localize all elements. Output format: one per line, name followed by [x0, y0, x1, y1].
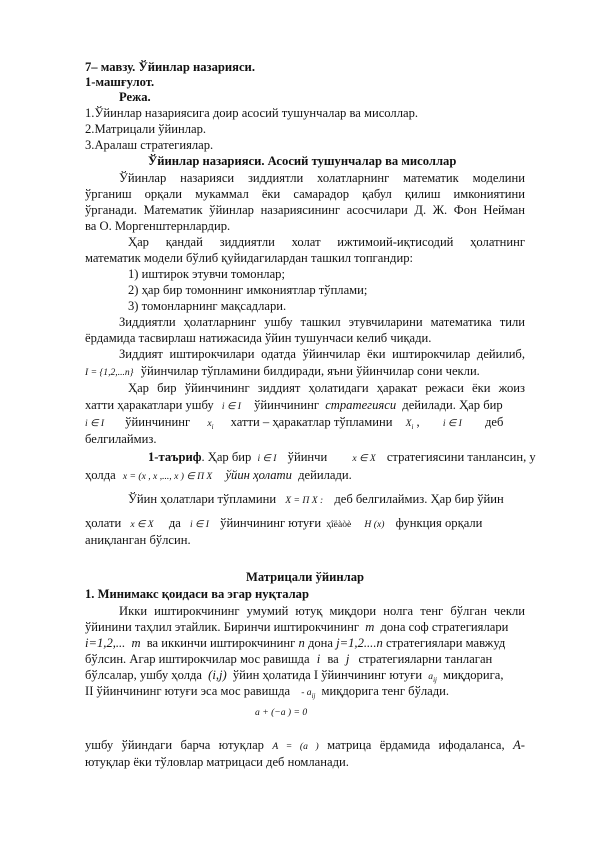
neg-payoff: - $a_{ij}$	[301, 687, 316, 700]
m-l4-b: ва	[327, 652, 339, 666]
game-state-formula: x = (x , x ,..., x ) ∈ Π X	[122, 471, 213, 482]
def-l4-formula-2: i ∈ I	[189, 519, 209, 530]
intro-p4-line1: Зиддият иштирокчилари одатда ўйинчилар ёки иштирокчилар дейилиб,	[119, 347, 525, 361]
neg-a-symbol: - a	[301, 687, 312, 698]
m-l3-j: j=1,2....n	[336, 636, 383, 650]
matrix-section-subtitle: 1. Минимакс қоидаси ва эгар нуқталар	[85, 587, 309, 601]
m-l4-j: j	[345, 652, 350, 666]
m-l3-d: стратегиялари мавжуд	[385, 636, 506, 650]
component-item-3: 3) томонларнинг мақсадлари.	[128, 299, 287, 313]
matrix-section-title: Матрицали ўйинлар	[245, 570, 365, 584]
intro-p1-line4: ва О. Моргенштернлардир.	[85, 219, 231, 233]
m-l2-m: m	[365, 620, 375, 634]
m-l7-A: A	[513, 738, 521, 752]
lesson-label: 1-машғулот.	[85, 75, 155, 89]
intro-p5-line3: i ∈ I ўйинчининг $x_i$ хатти – ҳаракатлар тўпламини $X_i$ , i ∈ I деб	[85, 415, 504, 431]
def-l4-c: ўйинчининг ютуғи	[220, 516, 322, 530]
game-state-term: ўйин ҳолати	[225, 468, 292, 482]
m-l3-n: n	[298, 636, 305, 650]
p5-l3-formula-4: i ∈ I	[442, 418, 462, 429]
intro-p5-line4: белгилаймиз.	[85, 432, 157, 446]
matrix-line3	[85, 636, 525, 651]
plan-item-2: 2.Матрицали ўйинлар.	[85, 122, 207, 136]
definition-label: 1-таъриф	[148, 450, 202, 464]
def-l2-a: ҳолда	[85, 468, 116, 482]
def-l4-d: функция орқали	[395, 516, 483, 530]
p5-l2-c: дейилади. Ҳар бир	[402, 398, 503, 412]
m-l3-c: дона	[307, 636, 333, 650]
def-l1-formula-1: i ∈ I	[257, 453, 277, 464]
plan-item-1: 1.Ўйинлар назариясига доир асосий тушунчалар ва мисоллар.	[85, 106, 419, 120]
p5-l3-formula-2: $x_i$	[207, 418, 214, 431]
m-l4-c: стратегияларни танлаган	[358, 652, 493, 666]
def-l1-b: ўйинчи	[287, 450, 328, 464]
matrix-line2	[85, 620, 525, 635]
definition-line5: аниқланган бўлсин.	[85, 533, 191, 547]
p5-l2-b: ўйинчининг	[254, 398, 320, 412]
topic-heading: 7– мавзу. Ўйинлар назарияси.	[85, 60, 255, 74]
a-symbol: a	[428, 671, 434, 682]
def-l4-formula-1: x ∈ X	[130, 519, 154, 530]
definition-line1	[148, 450, 588, 466]
m-l6-b: миқдорига тенг бўлади.	[321, 684, 450, 698]
m-l3-b: ва иккинчи иштирокчининг	[146, 636, 296, 650]
definition-line3	[128, 492, 568, 508]
m-l3-m: m	[131, 636, 141, 650]
garbled-text: ҳîëàòè	[326, 519, 352, 530]
m-l2-b: дона соф стратегиялари	[380, 620, 509, 634]
component-item-1: 1) иштирок этувчи томонлар;	[128, 267, 285, 281]
zero-sum-formula-text: a + (−a ) = 0	[255, 707, 308, 718]
p5-l3-a: ўйинчининг	[125, 415, 191, 429]
intro-p1-line1: Ўйинлар назарияси зиддиятли холатларнинг математик моделини	[119, 171, 525, 185]
definition-line4	[85, 516, 525, 532]
m-l4-a: бўлсин. Агар иштирокчилар мос равишда	[85, 652, 310, 666]
payoff-aij: $a_{ij}$	[428, 671, 437, 684]
matrix-line8: ютуқлар ёки тўловлар матрицаси деб номланади.	[85, 755, 349, 769]
player-index-formula: i ∈ I	[221, 401, 241, 412]
m-l3-a: i=1,2,...	[85, 636, 126, 650]
def-l4-b: да	[168, 516, 181, 530]
x-symbol: x	[207, 418, 212, 429]
def-l1-formula-2: x ∈ X	[352, 453, 376, 464]
m-l7-c: -	[520, 738, 525, 752]
def-l2-b: дейилади.	[298, 468, 352, 482]
m-l6-a: II ўйинчининг ютуғи эса мос равишда	[85, 684, 291, 698]
definition-line2	[85, 468, 525, 484]
payoff-function-formula: H (x)	[364, 519, 385, 530]
X-symbol: X	[405, 418, 412, 429]
m-l5-b: ўйин ҳолатида I ўйинчининг ютуғи	[232, 668, 423, 682]
matrix-line6	[85, 684, 525, 704]
def-l3-a: Ўйин ҳолатлари тўпламини	[128, 492, 277, 506]
m-l5-c: миқдорига,	[443, 668, 504, 682]
m-l5-ij: (i,j)	[208, 668, 227, 682]
intro-p4-line2	[85, 364, 525, 380]
p5-l2-a: хатти ҳаракатлари ушбу	[85, 398, 214, 412]
intro-p5-line1: Ҳар бир ўйинчининг зиддият ҳолатидаги ҳаракат режаси ёки жоиз	[128, 381, 525, 395]
def-l4-a: ҳолати	[85, 516, 122, 530]
players-set-formula: I = {1,2,...n}	[85, 367, 134, 378]
intro-p2-line2: математик модели бўлиб қуйидагилардан ташкил топгандир:	[85, 251, 413, 265]
intro-p3-line2: ёрдамида тасвирлаш натижасида ўйин тушунчаси келиб чиқади.	[85, 331, 432, 345]
section-title: Ўйинлар назарияси. Асосий тушунчалар ва мисоллар	[148, 154, 457, 168]
m-l7-b: матрица ёрдамида ифодаланса,	[327, 738, 505, 752]
m-l4-i: i	[316, 652, 321, 666]
intro-p3-line1: Зиддиятли ҳолатларнинг ушбу ташкил этувчиларини математика тили	[119, 315, 525, 329]
def-l1-a: . Ҳар бир	[201, 450, 252, 464]
payoff-matrix-formula: A = (a )	[272, 741, 319, 752]
states-set-formula: X = Π X :	[285, 495, 324, 506]
intro-p1-line3: ўрганади. Математик ўйинлар назариясининг асосчилари Д. Ж. Фон Нейман	[85, 203, 525, 217]
m-l2-a: ўйинини таҳлил этайлик. Биринчи иштирокчининг	[85, 620, 360, 634]
intro-p5-line2	[85, 398, 525, 414]
matrix-line4	[85, 652, 525, 667]
p5-l3-c: деб	[484, 415, 504, 429]
p5-l3-formula-3: $X_i$	[405, 418, 414, 431]
intro-p4-line2-text: ўйинчилар тўпламини билдиради, яъни ўйинчилар сони чекли.	[140, 364, 480, 378]
def-l1-c: стратегиясини танлансин, у	[386, 450, 536, 464]
p5-l3-b: хатти – ҳаракатлар тўпламини	[230, 415, 393, 429]
matrix-line1: Икки иштирокчининг умумий ютуқ миқдори нолга тенг бўлган чекли	[119, 604, 525, 618]
m-l5-a: бўлсалар, ушбу ҳолда	[85, 668, 202, 682]
intro-p1-line2: ўрганиш орқали мукаммал ёки самарадор қабул қилиш имкониятини	[85, 187, 525, 201]
zero-sum-formula	[255, 704, 455, 720]
p5-l3-formula-1: i ∈ I	[85, 418, 105, 429]
m-l7-A-group	[513, 738, 525, 752]
def-l3-b: деб белгилаймиз. Ҳар бир ўйин	[334, 492, 504, 506]
plan-label: Режа.	[119, 90, 151, 104]
intro-p2-line1: Ҳар қандай зиддиятли холат ижтимоий-иқтисодий ҳолатнинг	[128, 235, 525, 249]
plan-item-3: 3.Аралаш стратегиялар.	[85, 138, 214, 152]
component-item-2: 2) ҳар бир томоннинг имкониятлар тўплами;	[128, 283, 368, 297]
matrix-line7	[85, 738, 525, 754]
m-l7-a: ушбу ўйиндаги барча ютуқлар	[85, 738, 264, 752]
strategy-term: стратегияси	[325, 398, 397, 412]
